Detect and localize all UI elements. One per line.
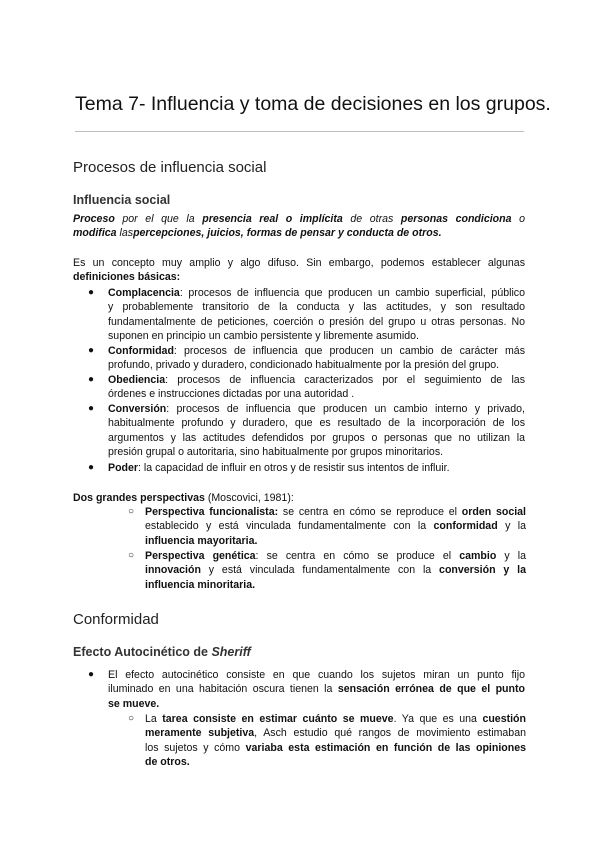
definition-line-1: Proceso por el que la presencia real o implícita de otras personas condiciona o [73, 213, 526, 225]
definition-line-2: modifica laspercepciones, juicios, formas de pensar y conducta de otros. [73, 227, 442, 240]
hollow-bullet-icon: ○ [128, 506, 135, 517]
bullet-icon: ● [88, 345, 95, 356]
document-title: Tema 7- Influencia y toma de decisiones en los grupos. [75, 93, 551, 115]
intro-line-1: Es un concepto muy amplio y algo difuso. Sin embargo, podemos establecer algunas [73, 257, 525, 269]
bullet-icon: ● [88, 403, 95, 414]
bullet-icon: ● [88, 374, 95, 385]
hollow-bullet-icon: ○ [128, 713, 135, 724]
document-page: Tema 7- Influencia y toma de decisiones en los grupos. Procesos de influencia social Influencia social Proceso por el que la presencia real o implícita de otras personas condiciona o modifica laspercepciones, juicios, formas de pensar y conducta de otros. Es un concepto muy amplio y algo difuso. Sin embargo, podemos establecer algunas definiciones básicas: ● Complacencia: procesos de influencia que producen un cambio superficial, público y probablemente transitorio de la conducta y las actitudes, y son resultado fundamentalmente de peticiones, coerción o presión del grupo u otras personas. No suponen en principio un cambio persistente y libremente asumido. ● Conformidad: procesos de influencia que producen un cambio de carácter más profundo, privado y duradero, condicionado habitualmente por la presión del grupo. ● Obediencia: procesos de influencia caracterizados por el seguimiento de las órdenes e instrucciones dictadas por una autoridad . ● Conversión: procesos de influencia que producen un cambio interno y privado, habitualmente profundo y duradero, que es resultado de la incorporación de los argumentos y las actitudes defendidos por grupos o personas que no utilizan la presión grupal o autoritaria, sino habitualmente por grupos minoritarios. ● Poder: la capacidad de influir en otros y de resistir sus intentos de influir. Dos grandes perspectivas (Moscovici, 1981): ○ Perspectiva funcionalista: se centra en cómo se reproduce el orden social establecido y está vinculada fundamentalmente con la conformidad y la influencia mayoritaria. ○ Perspectiva genética: se centra en cómo se produce el cambio y la innovación y está vinculada fundamentalmente con la conversión y la influencia minoritaria. Conformidad Efecto Autocinético de Sheriff ● El efecto autocinético consiste en que cuando los sujetos miran un punto fijo iluminado en una habitación oscura tienen la sensación errónea de que el punto se mueve. ○ La tarea consiste en estimar cuánto se mueve. Ya que es una cuestión meramente subjetiva, Asch estudio qué rangos de movimiento estimaban los sujetos y cómo variaba esta estimación en función de las opiniones de otros. [0, 0, 600, 848]
title-divider [75, 131, 524, 132]
definition-paragraph [73, 212, 525, 241]
intro-line-2: definiciones básicas: [73, 271, 181, 284]
section-heading-conformity: Conformidad [73, 611, 159, 628]
perspectives-heading: Dos grandes perspectivas (Moscovici, 1981): [73, 492, 294, 504]
bullet-icon: ● [88, 287, 95, 298]
bullet-icon: ● [88, 669, 95, 680]
bullet-icon: ● [88, 462, 95, 473]
section-heading-influence: Procesos de influencia social [73, 159, 267, 176]
intro-paragraph [73, 256, 525, 285]
subheading-social-influence: Influencia social [73, 193, 171, 207]
subheading-autokinetic-effect: Efecto Autocinético de Sheriff [73, 645, 251, 659]
hollow-bullet-icon: ○ [128, 550, 135, 561]
